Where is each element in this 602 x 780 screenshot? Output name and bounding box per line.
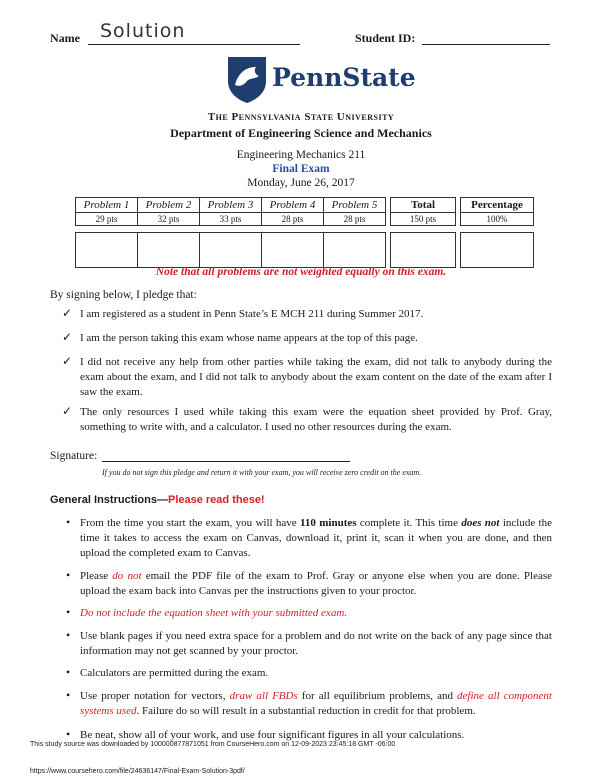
pledge-item: I am the person taking this exam whose name appears at the top of this page. <box>80 332 418 344</box>
exam-date: Monday, June 26, 2017 <box>247 177 355 189</box>
bullet-icon: • <box>66 605 71 619</box>
percentage-score-box[interactable] <box>461 233 534 268</box>
student-id-underline <box>422 44 550 45</box>
department-name: Department of Engineering Science and Mechanics <box>170 126 432 140</box>
pledge-item: I did not receive any help from other parties while taking the exam, did not talk to anybody during the exam about the exam, and I did not talk to anybody about the exam content on the date of the exam after I saw the exam. <box>80 356 552 398</box>
signature-warning: If you do not sign this pledge and return it with your exam, you will receive zero credit on the exam. <box>102 468 422 477</box>
bullet-icon: • <box>66 727 71 741</box>
check-icon: ✓ <box>62 404 73 418</box>
instructions-heading <box>50 494 265 506</box>
problem-2-score-box[interactable] <box>138 233 200 268</box>
instruction-text: From the time you start the exam, you will have <box>80 517 301 529</box>
instruction-text: for all equilibrium problems, and <box>297 690 458 702</box>
penn-state-wordmark: PennState <box>272 63 416 92</box>
percentage-header: Percentage <box>461 198 534 213</box>
student-id-label: Student ID: <box>355 31 416 45</box>
instruction-emphasis: draw all FBDs <box>229 690 298 702</box>
name-underline <box>88 44 300 45</box>
bullet-icon: • <box>66 665 71 679</box>
pledge-item: I am registered as a student in Penn State’s E MCH 211 during Summer 2017. <box>80 308 424 320</box>
bullet-icon: • <box>66 628 71 642</box>
total-score-box[interactable] <box>391 233 456 268</box>
instruction-item: Calculators are permitted during the exam. <box>80 667 269 679</box>
percentage-points: 100% <box>461 213 534 226</box>
problem-3-score-box[interactable] <box>200 233 262 268</box>
signature-label: Signature: <box>50 450 98 462</box>
signature-line[interactable] <box>102 461 350 462</box>
pledge-item: The only resources I used while taking this exam were the equation sheet provided by Prof. Gray, something to write with, and a calculator. I used no other resources during the exam. <box>80 406 552 433</box>
pledge-intro: By signing below, I pledge that: <box>50 289 197 301</box>
download-note: This study source was downloaded by 100000877871051 from CourseHero.com on 12-09-2023 23:45:18 GMT -06:00 <box>30 741 396 748</box>
bullet-icon: • <box>66 688 71 702</box>
problem-1-points: 29 pts <box>76 213 138 226</box>
instruction-emphasis: does not <box>461 517 500 529</box>
bullet-icon: • <box>66 568 71 582</box>
problem-3-header: Problem 3 <box>200 198 262 213</box>
exam-title: Final Exam <box>272 163 330 175</box>
instruction-item <box>80 516 552 561</box>
problem-5-score-box[interactable] <box>324 233 386 268</box>
instruction-text: Please <box>80 570 113 582</box>
instruction-text: include the time it takes to access the exam on Canvas, download it, print it, scan it when you are done, and then upload the completed exam to Canvas. <box>80 517 552 559</box>
problem-4-points: 28 pts <box>262 213 324 226</box>
problem-5-points: 28 pts <box>324 213 386 226</box>
total-header: Total <box>391 198 456 213</box>
instruction-text: . Failure do so will result in a substantial reduction in credit for that problem. <box>136 705 476 717</box>
instruction-emphasis: do not <box>112 570 142 582</box>
instruction-item <box>80 569 552 599</box>
name-label: Name <box>50 31 80 45</box>
check-icon: ✓ <box>62 306 73 320</box>
problem-3-points: 33 pts <box>200 213 262 226</box>
instruction-emphasis: define all component systems used <box>80 690 552 717</box>
university-name: The Pennsylvania State University <box>207 111 395 123</box>
problem-4-score-box[interactable] <box>262 233 324 268</box>
problem-2-points: 32 pts <box>138 213 200 226</box>
score-table <box>75 197 534 268</box>
check-icon: ✓ <box>62 330 73 344</box>
instruction-text: Use proper notation for vectors, <box>80 690 230 702</box>
instruction-item: Be neat, show all of your work, and use four significant figures in all your calculations. <box>80 729 465 741</box>
instruction-item: Use blank pages if you need extra space for a problem and do not write on the back of any page since that information may not get scanned by your proctor. <box>80 630 552 657</box>
bullet-icon: • <box>66 515 71 529</box>
instruction-item: Do not include the equation sheet with your submitted exam. <box>80 607 348 619</box>
problem-4-header: Problem 4 <box>262 198 324 213</box>
problem-5-header: Problem 5 <box>324 198 386 213</box>
problem-1-header: Problem 1 <box>76 198 138 213</box>
instruction-text: complete it. This time <box>356 517 462 529</box>
instruction-text: email the PDF file of the exam to Prof. Gray or anyone else when you are done. Please upload the exam back into Canvas per the instructions given to your proctor. <box>80 570 552 597</box>
check-icon: ✓ <box>62 354 73 368</box>
penn-state-shield-icon <box>226 55 268 105</box>
instruction-emphasis: 110 minutes <box>300 517 357 529</box>
name-value[interactable]: Solution <box>100 20 186 42</box>
course-name: Engineering Mechanics 211 <box>236 149 366 161</box>
problem-1-score-box[interactable] <box>76 233 138 268</box>
instructions-heading-text: General Instructions <box>50 494 157 506</box>
total-points: 150 pts <box>391 213 456 226</box>
problem-2-header: Problem 2 <box>138 198 200 213</box>
heading-dash: — <box>156 494 168 506</box>
instruction-item <box>80 689 552 719</box>
source-url[interactable]: https://www.coursehero.com/file/24636147/Final-Exam-Solution-3pdf/ <box>30 768 245 775</box>
weight-note: Note that all problems are not weighted equally on this exam. <box>155 266 447 278</box>
instructions-heading-red: Please read these! <box>167 494 265 506</box>
table-spacer <box>76 226 534 233</box>
